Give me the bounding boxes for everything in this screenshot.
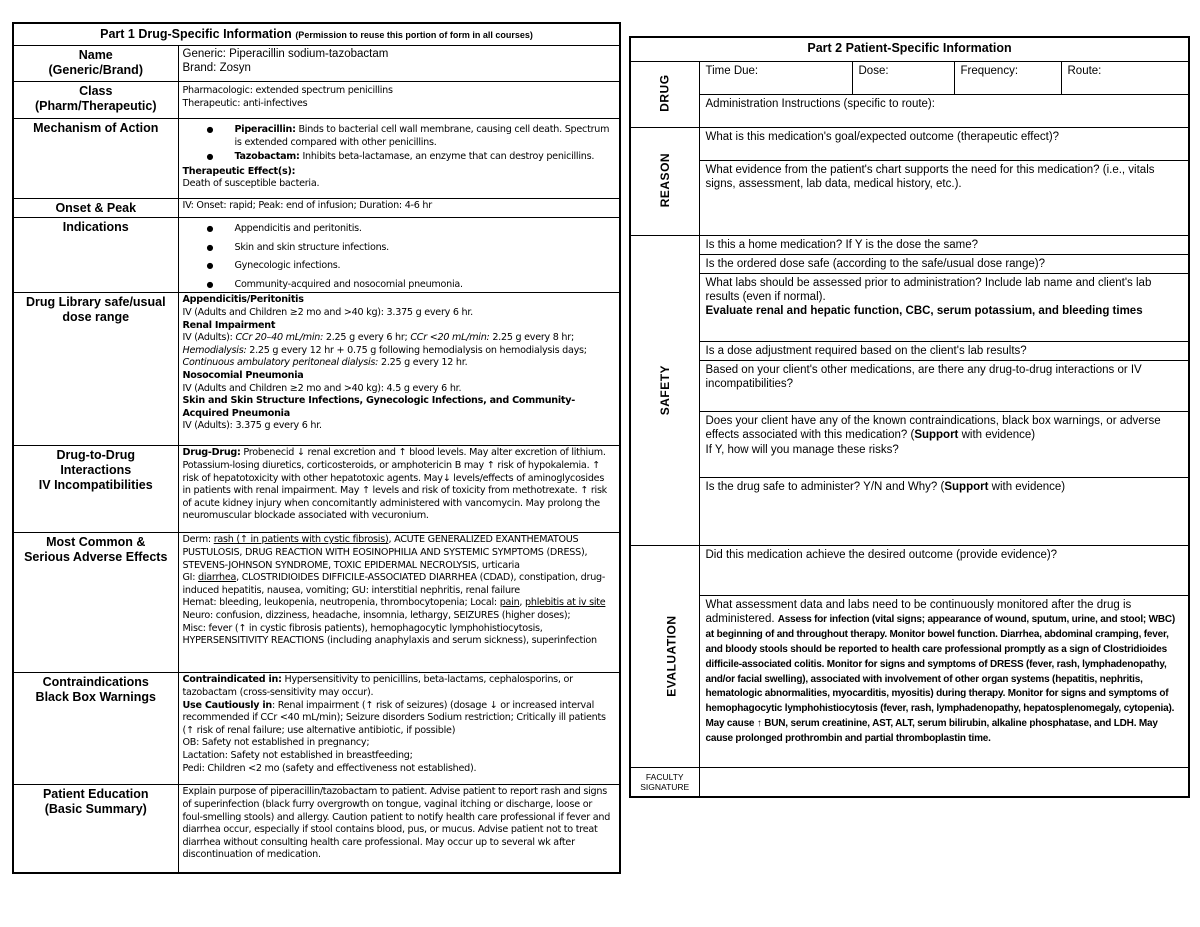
name-value: Generic: Piperacillin sodium-tazobactam Brand: Zosyn <box>178 46 620 82</box>
contraindications-field[interactable]: Does your client have any of the known contraindications, black box warnings, or adverse effects associated with this medication? (Support with evidence) If Y, how will you manage these risks? <box>699 412 1189 478</box>
indication-item: ● Gynecologic infections. <box>183 260 616 273</box>
drug-specific-table <box>12 22 621 874</box>
mechanism-value: ● Piperacillin: Binds to bacterial cell wall membrane, causing cell death. Spectrum is extended compared with other penicillins. ● Tazobactam: Inhibits beta-lactamase, an enzyme that can destroy penicillins. Therapeutic Effect(s): Death of susceptible bacteria. <box>178 119 620 199</box>
outcome-field[interactable]: Did this medication achieve the desired outcome (provide evidence)? <box>699 546 1189 596</box>
dose-label: Drug Library safe/usual dose range <box>13 293 178 446</box>
class-label: Class (Pharm/Therapeutic) <box>13 82 178 119</box>
patient-specific-table <box>629 36 1190 798</box>
reason-section-label: REASON <box>630 127 699 235</box>
dose-adjustment-field[interactable]: Is a dose adjustment required based on the client's lab results? <box>699 341 1189 360</box>
indication-item: ● Community-acquired and nosocomial pneumonia. <box>183 279 616 292</box>
evaluation-section-label: EVALUATION <box>630 546 699 768</box>
drug-section-label: DRUG <box>630 61 699 127</box>
indication-item: ● Appendicitis and peritonitis. <box>183 223 616 236</box>
contraindications-label: Contraindications Black Box Warnings <box>13 673 178 785</box>
indications-value <box>178 218 620 293</box>
education-label: Patient Education (Basic Summary) <box>13 785 178 873</box>
administration-field[interactable]: Administration Instructions (specific to route): <box>699 94 1189 127</box>
interactions-value: Drug-Drug: Probenecid ↓ renal excretion and ↑ blood levels. May alter excretion of lithium. Potassium-losing diuretics, corticosteroids, or amphotericin B may ↑ risk of hypokalemia. ↑ risk of hepatotoxicity with other hepatotoxic agents. May↓ levels/effects of aminoglycosides in patients with renal impairment. May ↑ levels and risk of toxicity from methotrexate. ↑ risk of acute kidney injury when concomitantly administered with vancomycin. May prolong the neuromuscular blockade associated with vecuronium. <box>178 446 620 533</box>
time-due-field[interactable]: Time Due: <box>699 61 852 94</box>
indication-item: ● Skin and skin structure infections. <box>183 242 616 255</box>
labs-field[interactable]: What labs should be assessed prior to administration? Include lab name and client's lab results (even if normal). Evaluate renal and hepatic function, CBC, serum potassium, and bleeding times <box>699 273 1189 341</box>
goal-field[interactable]: What is this medication's goal/expected outcome (therapeutic effect)? <box>699 127 1189 160</box>
monitoring-field[interactable]: What assessment data and labs need to be continuously monitored after the drug is administered. Assess for infection (vital signs; appearance of wound, sputum, urine, and stool; WBC) at beginning of and throughout therapy. Monitor bowel function. Diarrhea, abdominal cramping, fever, and bloody stools should be reported to health care professional promptly as a sign of Clostridioides difficile-associated colitis. Monitor for signs and symptoms of DRESS (fever, rash, lymphadenopathy, and/or facial swelling), associated with involvement of other organ systems (hepatitis, nephritis, hematologic abnormalities, myocarditis, myositis) during therapy. Monitor for signs and symptoms of hemophagocytic lymphohistiocytosis (fever, rash, lymphadenopathy, hepatosplenomegaly, cytopenia). May cause ↑ BUN, serum creatinine, AST, ALT, serum bilirubin, alkaline phosphatase, and LDH. May cause prolonged prothrombin and partial thromboplastin time. <box>699 596 1189 768</box>
frequency-field[interactable]: Frequency: <box>954 61 1061 94</box>
safe-to-administer-field[interactable]: Is the drug safe to administer? Y/N and Why? (Support with evidence) <box>699 478 1189 546</box>
education-value: Explain purpose of piperacillin/tazobactam to patient. Advise patient to report rash and signs of superinfection (black furry overgrowth on tongue, vaginal itching or discharge, loose or foul-smelling stools) and allergy. Caution patient to notify health care professional if fever and diarrhea occur, especially if stool contains blood, pus, or mucus. Advise patient not to treat diarrhea without consulting health care professional. May occur up to several wk after discontinuation of medication. <box>178 785 620 873</box>
dose-safe-field[interactable]: Is the ordered dose safe (according to the safe/usual dose range)? <box>699 254 1189 273</box>
onset-label: Onset & Peak <box>13 199 178 218</box>
indications-label: Indications <box>13 218 178 293</box>
safety-section-label: SAFETY <box>630 235 699 546</box>
dose-field[interactable]: Dose: <box>852 61 954 94</box>
onset-value: IV: Onset: rapid; Peak: end of infusion; Duration: 4-6 hr <box>178 199 620 218</box>
home-medication-field[interactable]: Is this a home medication? If Y is the dose the same? <box>699 235 1189 254</box>
part2-title: Part 2 Patient-Specific Information <box>630 37 1189 61</box>
contraindications-value: Contraindicated in: Hypersensitivity to penicillins, beta-lactams, cephalosporins, or tazobactam (cross-sensitivity may occur). Use Cautiously in: Renal impairment (↑ risk of seizures) (dosage ↓ or increased interval recommended if CCr <40 mL/min); Seizure disorders Sodium restriction; Critically ill patients (↑ risk of renal failure; use alternative antibiotic, if possible) OB: Safety not established in pregnancy; Lactation: Safety not established in breastfeeding; Pedi: Children <2 mo (safety and effectiveness not established). <box>178 673 620 785</box>
drug-interactions-field[interactable]: Based on your client's other medications, are there any drug-to-drug interactions or IV incompatibilities? <box>699 361 1189 412</box>
dose-value: Appendicitis/Peritonitis IV (Adults and Children ≥2 mo and >40 kg): 3.375 g every 6 hr. Renal Impairment IV (Adults): CCr 20–40 mL/min: 2.25 g every 6 hr; CCr <20 mL/min: 2.25 g every 8 hr; Hemodialysis: 2.25 g every 12 hr + 0.75 g following hemodialysis on hemodialysis days; Continuous ambulatory peritoneal dialysis: 2.25 g every 12 hr. Nosocomial Pneumonia IV (Adults and Children ≥2 mo and >40 kg): 4.5 g every 6 hr. Skin and Skin Structure Infections, Gynecologic Infections, and Community-Acquired Pneumonia IV (Adults): 3.375 g every 6 hr. <box>178 293 620 446</box>
adverse-label: Most Common & Serious Adverse Effects <box>13 533 178 673</box>
mechanism-bullet-1: ● Piperacillin: Binds to bacterial cell wall membrane, causing cell death. Spectrum is extended compared with other penicillins. <box>183 124 616 149</box>
name-label: Name (Generic/Brand) <box>13 46 178 82</box>
mechanism-bullet-2: ● Tazobactam: Inhibits beta-lactamase, an enzyme that can destroy penicillins. <box>183 151 616 164</box>
mechanism-label: Mechanism of Action <box>13 119 178 199</box>
faculty-signature-label: FACULTY SIGNATURE <box>630 768 699 797</box>
faculty-signature-field[interactable] <box>699 768 1189 797</box>
class-value: Pharmacologic: extended spectrum penicillins Therapeutic: anti-infectives <box>178 82 620 119</box>
part1-title: Part 1 Drug-Specific Information (Permission to reuse this portion of form in all courses) <box>13 23 620 46</box>
route-field[interactable]: Route: <box>1061 61 1189 94</box>
adverse-value: Derm: rash (↑ in patients with cystic fibrosis), ACUTE GENERALIZED EXANTHEMATOUS PUSTULOSIS, DRUG REACTION WITH EOSINOPHILIA AND SYSTEMIC SYMPTOMS (DRESS), STEVENS-JOHNSON SYNDROME, TOXIC EPIDERMAL NECROLYSIS, urticaria GI: diarrhea, CLOSTRIDIOIDES DIFFICILE-ASSOCIATED DIARRHEA (CDAD), constipation, drug-induced hepatitis, nausea, vomiting; GU: interstitial nephritis, renal failure Hemat: bleeding, leukopenia, neutropenia, thrombocytopenia; Local: pain, phlebitis at iv site Neuro: confusion, dizziness, headache, insomnia, lethargy, SEIZURES (higher doses); Misc: fever (↑ in cystic fibrosis patients), hemophagocytic lymphohistiocytosis, HYPERSENSITIVITY REACTIONS (including anaphylaxis and serum sickness), superinfection <box>178 533 620 673</box>
evidence-field[interactable]: What evidence from the patient's chart supports the need for this medication? (i.e., vitals signs, assessment, lab data, medical history, etc.). <box>699 160 1189 235</box>
interactions-label: Drug-to-Drug Interactions IV Incompatibilities <box>13 446 178 533</box>
